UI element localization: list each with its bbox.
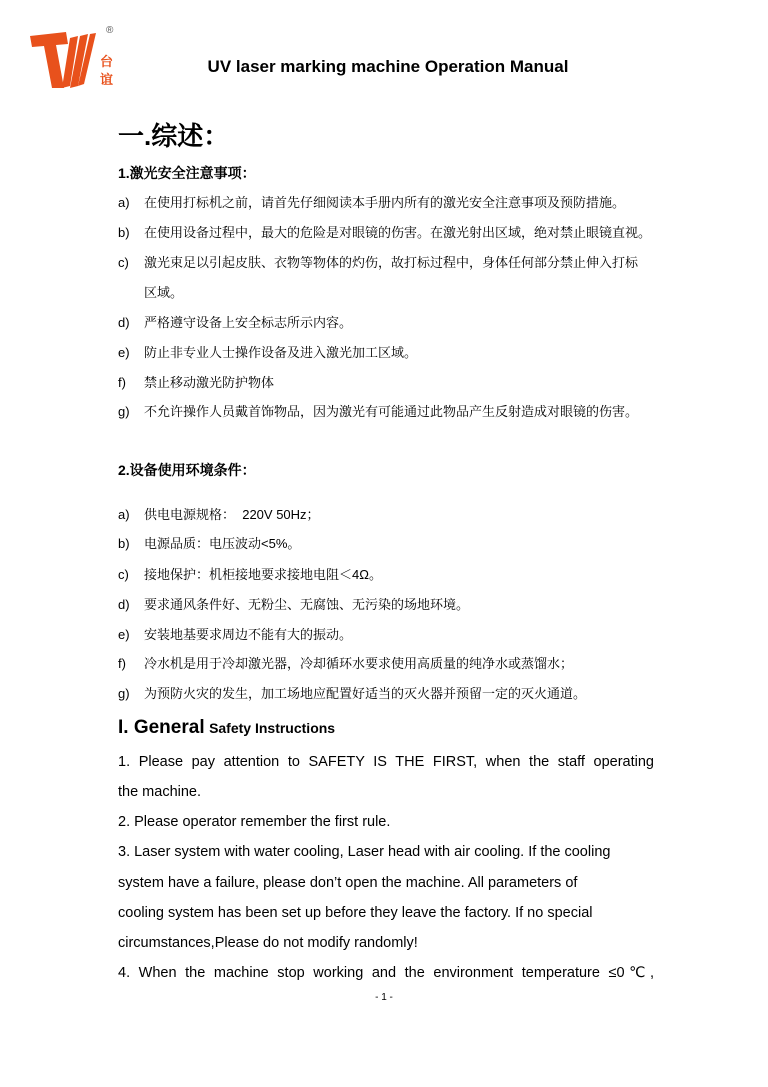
list-item: b) 在使用设备过程中，最大的危险是对眼镜的伤害。在激光射出区域，绝对禁止眼镜直视。	[118, 225, 652, 240]
general-safety-heading: I. General Safety Instructions	[118, 717, 336, 738]
list-item: e) 安装地基要求周边不能有大的振动。	[118, 627, 353, 642]
subsection-title-environment: 2.设备使用环境条件：	[118, 462, 256, 478]
list-item: a) 供电电源规格： 220V 50Hz；	[118, 507, 320, 522]
paragraph-line: 2. Please operator remember the first rule.	[118, 814, 391, 830]
registered-mark: ®	[106, 25, 114, 36]
list-item: b) 电源品质：电压波动<5%。	[118, 536, 301, 551]
list-item: d) 要求通风条件好、无粉尘、无腐蚀、无污染的场地环境。	[118, 597, 470, 612]
document-title: UV laser marking machine Operation Manual	[207, 57, 569, 76]
list-item: f) 禁止移动激光防护物体	[118, 375, 275, 390]
page-number: - 1 -	[375, 992, 393, 1003]
paragraph-line: circumstances,Please do not modify randomly!	[118, 935, 418, 951]
list-item: d) 严格遵守设备上安全标志所示内容。	[118, 315, 353, 330]
list-item: f) 冷水机是用于冷却激光器，冷却循环水要求使用高质量的纯净水或蒸馏水；	[118, 656, 574, 671]
svg-text:谊: 谊	[100, 73, 114, 88]
list-item: g) 不允许操作人员戴首饰物品，因为激光有可能通过此物品产生反射造成对眼镜的伤害。	[118, 404, 639, 419]
list-item: a) 在使用打标机之前，请首先仔细阅读本手册内所有的激光安全注意事项及预防措施。	[118, 195, 626, 210]
list-item: c) 激光束足以引起皮肤、衣物等物体的灼伤，故打标过程中，身体任何部分禁止伸入打标	[118, 255, 639, 270]
list-item: c) 接地保护：机柜接地要求接地电阻＜4Ω。	[118, 567, 382, 582]
paragraph-line: the machine.	[118, 784, 202, 800]
paragraph-line: 3. Laser system with water cooling, Laser head with air cooling. If the cooling	[118, 844, 611, 860]
list-item: e) 防止非专业人士操作设备及进入激光加工区域。	[118, 345, 418, 360]
subsection-title-laser-safety: 1.激光安全注意事项：	[118, 165, 256, 181]
svg-text:台: 台	[100, 55, 114, 70]
section-heading: 一.综述：	[118, 121, 230, 151]
paragraph-line: 1. Please pay attention to SAFETY IS THE FIRST, when the staff operating	[118, 754, 654, 770]
paragraph-line: cooling system has been set up before they leave the factory. If no special	[118, 905, 593, 921]
list-item-continuation: 区域。	[144, 285, 184, 300]
list-item: g) 为预防火灾的发生，加工场地应配置好适当的灭火器并预留一定的灭火通道。	[118, 686, 587, 701]
paragraph-line: system have a failure, please don’t open the machine. All parameters of	[118, 875, 578, 891]
paragraph-line: 4. When the machine stop working and the environment temperature ≤0℃,	[118, 965, 654, 981]
